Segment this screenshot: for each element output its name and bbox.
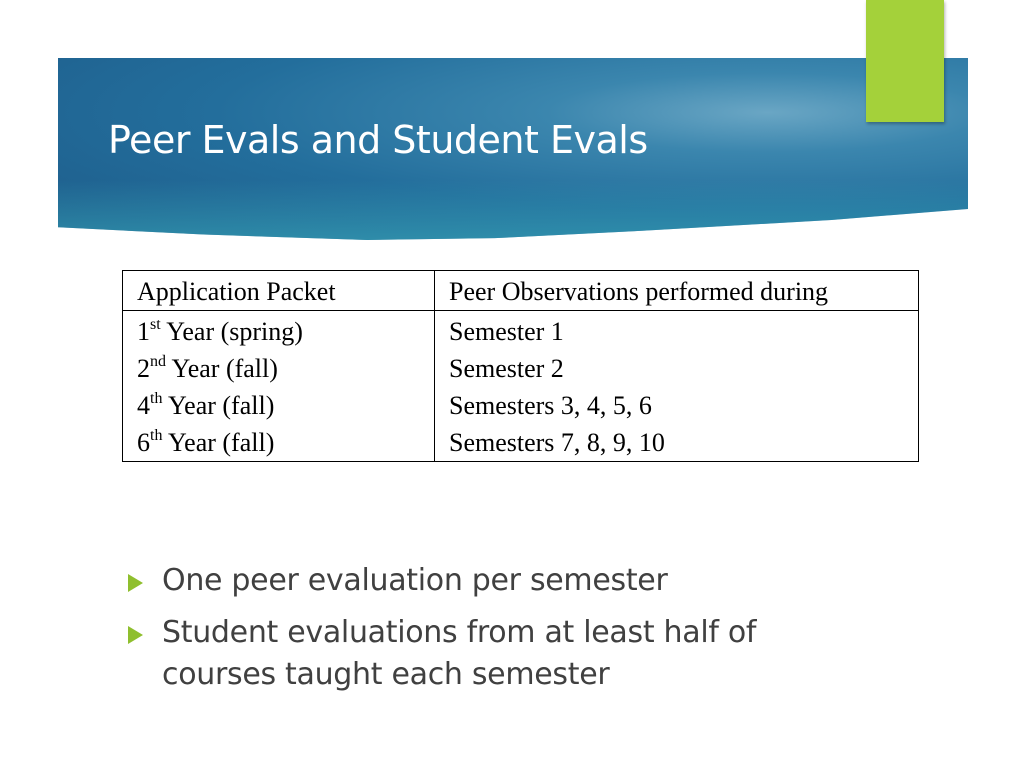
- semester-cell: [435, 311, 919, 462]
- year-number: 2: [137, 354, 150, 383]
- year-cell: [123, 311, 435, 462]
- year-line: [137, 313, 424, 350]
- bullet-item: [128, 612, 808, 696]
- semester-line: Semesters 7, 8, 9, 10: [449, 428, 665, 457]
- year-label: Year (fall): [162, 391, 275, 420]
- bullet-text: Student evaluations from at least half of courses taught each semester: [162, 615, 757, 692]
- triangle-bullet-icon: [128, 574, 143, 592]
- year-number: 1: [137, 317, 150, 346]
- header-peer-observations: Peer Observations performed during: [435, 271, 919, 311]
- year-label: Year (spring): [160, 317, 303, 346]
- bullet-text: One peer evaluation per semester: [162, 563, 668, 598]
- year-line: [137, 424, 424, 461]
- year-suffix: st: [150, 316, 161, 334]
- year-line: [137, 387, 424, 424]
- year-number: 4: [137, 391, 150, 420]
- triangle-bullet-icon: [128, 626, 143, 644]
- semester-line: Semester 1: [449, 317, 564, 346]
- year-label: Year (fall): [166, 354, 278, 383]
- bullet-item: [128, 560, 808, 602]
- semester-line: Semesters 3, 4, 5, 6: [449, 391, 652, 420]
- year-line: [137, 350, 424, 387]
- slide-title: Peer Evals and Student Evals: [108, 118, 648, 162]
- year-number: 6: [137, 428, 150, 457]
- table-row: [123, 311, 919, 462]
- table-header-row: [123, 271, 919, 311]
- header-application-packet: Application Packet: [123, 271, 435, 311]
- year-suffix: th: [150, 390, 163, 408]
- year-suffix: th: [150, 427, 163, 445]
- semester-line: Semester 2: [449, 354, 564, 383]
- bullet-list: [128, 560, 808, 706]
- year-label: Year (fall): [162, 428, 275, 457]
- packet-table: [122, 270, 919, 462]
- accent-tab: [866, 0, 944, 122]
- year-suffix: nd: [150, 353, 166, 371]
